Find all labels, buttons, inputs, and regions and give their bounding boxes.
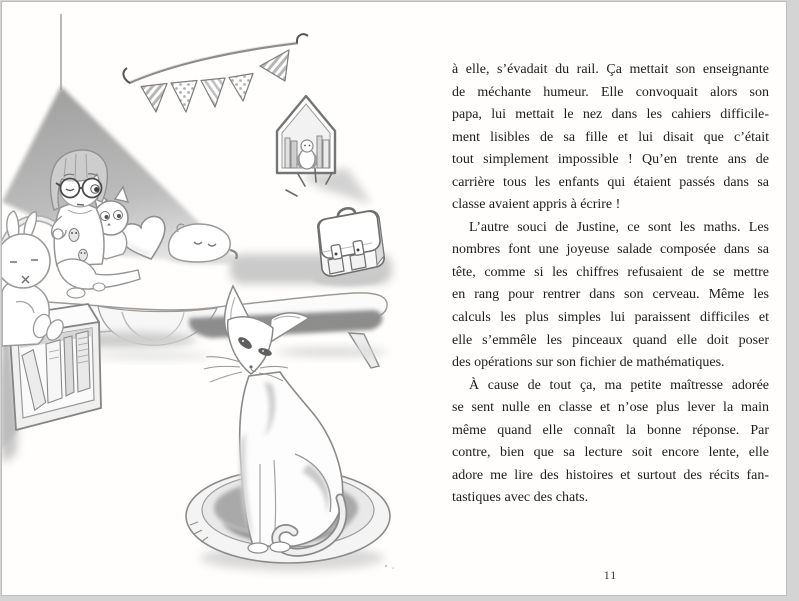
text-line: adore me lire des histoires et surtout des récits fan- (452, 467, 769, 483)
text-line: à elle, s’évadait du rail. Ça mettait son enseignante (452, 62, 769, 77)
house-shelf (277, 96, 372, 204)
page-spread (2, 2, 786, 595)
cat-body (240, 372, 343, 546)
text-line: À cause de tout ça, ma petite maîtresse adorée (469, 377, 769, 393)
paragraph-2 (452, 217, 769, 375)
sleeping-plush (168, 224, 237, 264)
text-line: ment lisibles de sa fille et lui disait que c’était (452, 129, 769, 145)
paragraph-3 (452, 375, 769, 510)
bunting-garland (123, 34, 308, 112)
text-line: papa, lui mettait le nez dans les cahiers difficile- (452, 107, 769, 123)
text-line: de méchante humeur. Elle convoquait alors son (452, 84, 769, 100)
text-line: L’autre souci de Justine, ce sont les maths. Les (469, 219, 769, 235)
text-line: carrière tous les enfants qui étaient passés dans sa (452, 174, 769, 190)
text-line: en rang pour rentrer dans son cerveau. Même les (452, 287, 769, 303)
text-line: même quand elle connaît la bonne réponse. Par (452, 422, 769, 438)
bedroom-illustration (2, 2, 442, 595)
text-line: contre, bien que sa lecture soit encore lente, elle (452, 445, 769, 461)
text-line: tastiques avec des chats. (452, 490, 589, 506)
paragraph-1 (452, 59, 769, 217)
text-line: se sent nulle en classe et n’ose plus lever la main (452, 400, 769, 416)
text-line: elle s’emmêle les pinceaux quand elle doit poser (452, 332, 769, 348)
page-text (452, 59, 769, 510)
text-line: calculs les plus simples lui paraissent difficiles et (452, 310, 769, 326)
page-number: 11 (603, 568, 618, 582)
text-line: tout simplement impossible ! Qu’en trente ans de (452, 152, 769, 168)
text-line: des opérations sur son fichier de mathématiques. (452, 355, 725, 371)
text-line: tête, comme si les chiffres refusaient de se mettre (452, 264, 769, 280)
text-line: classe avaient appris à écrire ! (452, 197, 621, 213)
text-line: nombres font une joyeuse salade composée dans sa (452, 242, 769, 258)
